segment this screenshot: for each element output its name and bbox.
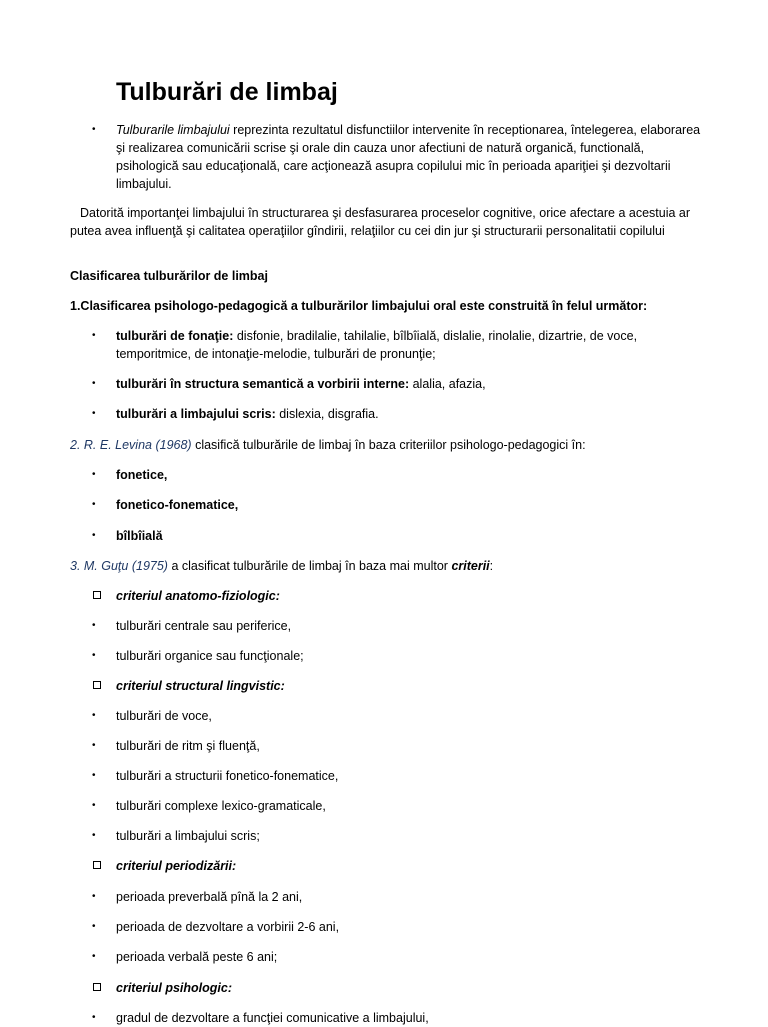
list-item-text: tulburări de ritm şi fluenţă, xyxy=(116,739,260,753)
checkbox-square-icon xyxy=(93,861,101,869)
criterion-name: criteriul structural lingvistic: xyxy=(116,679,285,693)
checkbox-square-icon xyxy=(93,983,101,991)
body-paragraph: Datorită importanţei limbajului în structurarea şi desfasurarea proceselor cognitive, orice afectare a acestuia ar putea avea influenţă şi calitatea operaţiilor gîndirii, relaţiilor cu cei din jur şi structurarii personalitatii copilului xyxy=(70,206,691,238)
class2-rest: clasifică tulburările de limbaj în baza criteriilor psihologo-pedagogici în: xyxy=(191,438,586,452)
bullet-icon: • xyxy=(92,530,96,541)
criterion-name: criteriul periodizării: xyxy=(116,859,237,873)
intro-lead: Tulburarile limbajului xyxy=(116,123,230,137)
bullet-icon: • xyxy=(92,770,96,781)
list-item-text: perioada preverbală pînă la 2 ani, xyxy=(116,890,303,904)
bullet-icon: • xyxy=(92,740,96,751)
item-lead: tulburări în structura semantică a vorbirii interne: xyxy=(116,377,413,391)
class2-heading xyxy=(70,436,720,454)
class3-criteria-word: criterii xyxy=(451,559,490,573)
class1-heading: 1.Clasificarea psihologo-pedagogică a tulburărilor limbajului oral este construită în felul următor: xyxy=(70,299,648,313)
list-item-text xyxy=(116,375,710,393)
list-item-text xyxy=(116,327,710,363)
class2-author: 2. R. E. Levina (1968) xyxy=(70,438,192,452)
bullet-icon: • xyxy=(92,921,96,932)
list-item-text: tulburări organice sau funcţionale; xyxy=(116,649,304,663)
bullet-icon: • xyxy=(92,469,96,480)
bullet-icon: • xyxy=(92,1012,96,1023)
bullet-icon: • xyxy=(92,650,96,661)
list-item-text: tulburări a structurii fonetico-fonematice, xyxy=(116,769,339,783)
item-rest: dislexia, disgrafia. xyxy=(279,407,379,421)
bullet-icon: • xyxy=(92,891,96,902)
class3-heading xyxy=(70,557,720,575)
intro-rest: reprezinta rezultatul disfunctiilor intervenite în receptionarea, întelegerea, elaborarea şi realizarea comunicării scrise şi orale din cauza unor afectiuni de natură organică, functională, psihologică sau educaţională, care acţionează asupra copilului mic în perioada apariţiei şi dezvoltarii limbajului. xyxy=(116,123,701,191)
list-item-text: perioada de dezvoltare a vorbirii 2-6 ani, xyxy=(116,920,340,934)
list-item-text xyxy=(116,405,710,423)
list-item-text: tulburări centrale sau periferice, xyxy=(116,619,292,633)
list-item-text: tulburări complexe lexico-gramaticale, xyxy=(116,799,326,813)
criterion-name: criteriul psihologic: xyxy=(116,981,232,995)
page-title: Tulburări de limbaj xyxy=(116,78,338,106)
bullet-icon: • xyxy=(92,499,96,510)
criterion-name: criteriul anatomo-fiziologic: xyxy=(116,589,280,603)
section-heading: Clasificarea tulburărilor de limbaj xyxy=(70,269,268,283)
bullet-icon: • xyxy=(92,620,96,631)
checkbox-square-icon xyxy=(93,681,101,689)
bullet-icon: • xyxy=(92,710,96,721)
checkbox-square-icon xyxy=(93,591,101,599)
bullet-icon: • xyxy=(92,124,96,135)
list-item-text: tulburări a limbajului scris; xyxy=(116,829,260,843)
item-rest: alalia, afazia, xyxy=(412,377,486,391)
class3-rest: a clasificat tulburările de limbaj în baza mai multor xyxy=(167,559,452,573)
item-lead: tulburări a limbajului scris: xyxy=(116,407,280,421)
list-item-text: bîlbîială xyxy=(116,529,163,543)
bullet-icon: • xyxy=(92,951,96,962)
bullet-icon: • xyxy=(92,830,96,841)
class3-colon: : xyxy=(489,559,494,573)
list-item-text: perioada verbală peste 6 ani; xyxy=(116,950,278,964)
bullet-icon: • xyxy=(92,408,96,419)
list-item-text: gradul de dezvoltare a funcţiei comunicative a limbajului, xyxy=(116,1011,429,1025)
bullet-icon: • xyxy=(92,378,96,389)
item-lead: tulburări de fonaţie: xyxy=(116,329,237,343)
intro-bullet-text xyxy=(116,121,710,193)
list-item-text: fonetice, xyxy=(116,468,168,482)
bullet-icon: • xyxy=(92,330,96,341)
list-item-text: tulburări de voce, xyxy=(116,709,212,723)
class3-author: 3. M. Guţu (1975) xyxy=(70,559,168,573)
list-item-text: fonetico-fonematice, xyxy=(116,498,239,512)
bullet-icon: • xyxy=(92,800,96,811)
item-rest: disfonie, bradilalie, tahilalie, bîlbîială, dislalie, rinolalie, dizartrie, de voce, temporitmice, de intonaţie-melodie, tulburări de pronunţie; xyxy=(116,329,638,361)
